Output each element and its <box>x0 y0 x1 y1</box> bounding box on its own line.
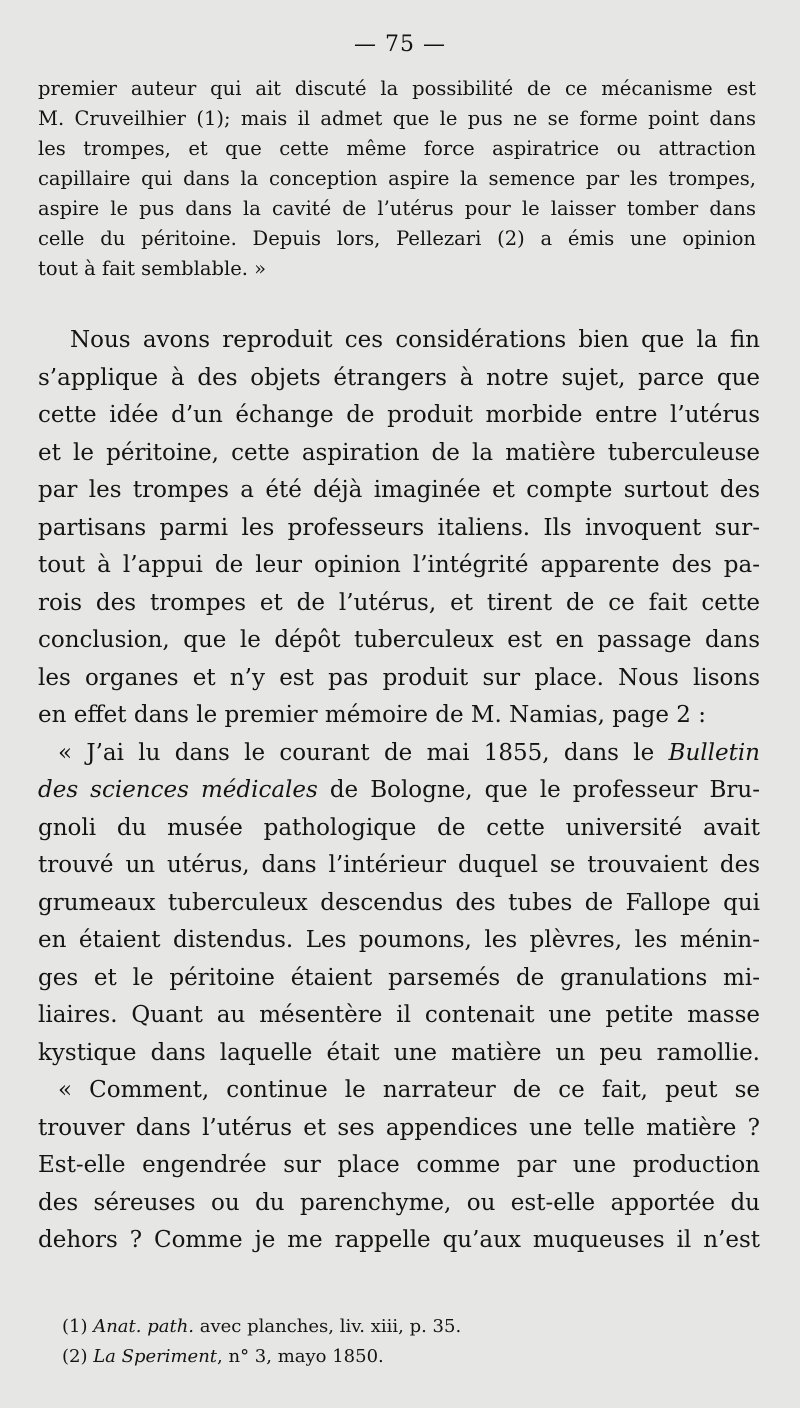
quote-text: de Bologne, que le professeur Bru- <box>317 777 760 803</box>
text-line: les trompes, et que cette même force aspiratrice ou attraction <box>38 137 756 160</box>
quote-line-with-italic <box>38 772 760 810</box>
text-line: capillaire qui dans la conception aspire la semence par les trompes, <box>38 167 756 190</box>
footnote-text: avec planches, liv. xiii, p. 35. <box>194 1316 462 1337</box>
journal-title-italic: Bulletin <box>668 739 760 766</box>
text-line: M. Cruveilhier (1); mais il admet que le pus ne se forme point dans <box>38 107 756 130</box>
quote-line-with-italic <box>38 735 760 773</box>
text-line: kystique dans laquelle était une matière un peu ramollie. <box>38 1039 760 1066</box>
text-line: celle du péritoine. Depuis lors, Pellezari (2) a émis une opinion <box>38 227 756 250</box>
text-line: rois des trompes et de l’utérus, et tirent de ce fait cette <box>38 589 760 616</box>
text-line: premier auteur qui ait discuté la possibilité de ce mécanisme est <box>38 77 756 100</box>
text-line: « Comment, continue le narrateur de ce fait, peut se <box>58 1077 760 1103</box>
text-line: dehors ? Comme je me rappelle qu’aux muqueuses il n’est <box>38 1227 760 1253</box>
footnote-1 <box>62 1312 582 1342</box>
text-line: liaires. Quant au mésentère il contenait une petite masse <box>38 1002 760 1028</box>
text-line: conclusion, que le dépôt tuberculeux est en passage dans <box>38 627 760 653</box>
text-line: ges et le péritoine étaient parsemés de granulations mi- <box>38 964 760 991</box>
text-line: et le péritoine, cette aspiration de la matière tuberculeuse <box>38 439 760 466</box>
footnote-title-italic: La Speriment <box>93 1346 218 1367</box>
text-line: trouvé un utérus, dans l’intérieur duquel se trouvaient des <box>38 852 760 878</box>
text-line: en étaient distendus. Les poumons, les plèvres, les ménin- <box>38 927 760 953</box>
text-line: les organes et n’y est pas produit sur place. Nous lisons <box>38 664 760 691</box>
footnote-text: , n° 3, mayo 1850. <box>217 1346 384 1367</box>
text-line: gnoli du musée pathologique de cette université avait <box>38 814 760 841</box>
text-line: Nous avons reproduit ces considérations bien que la fin <box>70 327 760 353</box>
text-line: tout à fait semblable. » <box>38 257 267 280</box>
text-line: aspire le pus dans la cavité de l’utérus pour le laisser tomber dans <box>38 197 756 220</box>
page-number: — 75 — <box>354 32 446 57</box>
text-line: par les trompes a été déjà imaginée et compte surtout des <box>38 477 760 503</box>
text-line: Est-elle engendrée sur place comme par une production <box>38 1152 760 1178</box>
text-line: des séreuses ou du parenchyme, ou est-elle apportée du <box>38 1189 760 1216</box>
footnote-marker: (2) <box>62 1346 94 1367</box>
text-line: tout à l’appui de leur opinion l’intégrité apparente des pa- <box>38 552 760 578</box>
footnotes <box>62 1312 582 1372</box>
text-line: cette idée d’un échange de produit morbide entre l’utérus <box>38 402 760 428</box>
quote-text: « J’ai lu dans le courant de mai 1855, dans le <box>58 739 669 766</box>
text-line: grumeaux tuberculeux descendus des tubes de Fallope qui <box>38 889 760 916</box>
footnote-marker: (1) <box>62 1316 94 1337</box>
text-line: en effet dans le premier mémoire de M. Namias, page 2 : <box>38 702 706 728</box>
footnote-2 <box>62 1342 582 1372</box>
text-line: trouver dans l’utérus et ses appendices une telle matière ? <box>38 1114 760 1141</box>
main-paragraph <box>38 322 760 1260</box>
journal-title-italic: des sciences médicales <box>38 777 318 803</box>
footnote-title-italic: Anat. path. <box>93 1316 195 1337</box>
continued-quotation <box>38 74 756 284</box>
text-line: partisans parmi les professeurs italiens. Ils invoquent sur- <box>38 514 760 541</box>
text-line: s’applique à des objets étrangers à notre sujet, parce que <box>38 364 760 391</box>
